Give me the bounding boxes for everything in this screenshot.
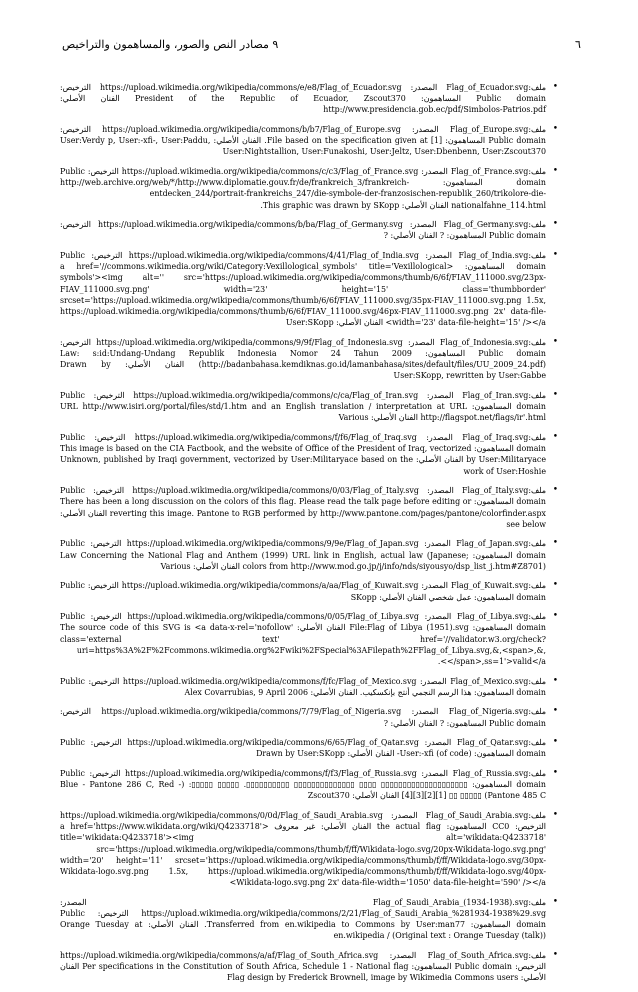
bullet-icon: • [552,390,558,401]
bullet-icon: • [552,675,558,686]
bullet-icon: • [552,336,558,347]
list-item [60,768,558,802]
list-item [60,250,558,328]
entry-text: ملف:Flag_of_Italy.svg المصدر: https://upload.wikimedia.org/wikipedia/commons/0/03/Flag_of_Italy.svg الترخيص: Public domain المساهمون: There has been a long discussion on the colors of this flag. Please read the talk page before editing or reverting this image. Pantone to RGB performed by http://www.pantone.com/pages/pantone/colorfinder.aspx الفنان الأصلي: see below [60,486,546,529]
page-number: ٦ [575,38,581,51]
bullet-icon: • [552,166,558,176]
list-item [60,485,558,530]
list-item [60,675,558,698]
bullet-icon: • [552,580,558,591]
list-item [60,390,558,424]
entry-text: ملف:Flag_of_Russia.svg المصدر: https://upload.wikimedia.org/wikipedia/commons/f/f3/Flag_of_Russia.svg الترخيص: Public domain المساهمون: ▯▯▯▯▯▯▯▯▯▯▯▯▯▯▯▯▯▯▯▯ ▯▯▯▯ ▯▯▯▯▯▯▯▯▯▯▯▯▯▯ ▯▯▯▯▯▯▯▯▯▯. ▯▯▯▯▯ ▯▯▯▯▯: (Blue - Pantone 286 C, Red - Pantone 485 C) ▯▯▯▯▯ ▯▯ [1][2][3][4] الفنان الأصلي: Zscout370 [60,769,546,801]
list-item [60,611,558,667]
entry-text: ملف:Flag_of_France.svg المصدر: https://upload.wikimedia.org/wikipedia/commons/c/c3/Flag_of_France.svg الترخيص: Public domain المساهمون: http://web.archive.org/web/*/http://www.diplomatie.gouv.fr/de/frankreich_3/frankreich-entdecken_244/portrait-frankreichs_247/die-symbole-der-franzosischen-republik_260/trikolore-die-nationalfahne_114.html الفنان الأصلي: This graphic was drawn by SKopp. [60,167,546,210]
bullet-icon: • [552,810,558,821]
entry-text: ملف:Flag_of_Saudi_Arabia.svg المصدر: https://upload.wikimedia.org/wikipedia/commons/0/0d/Flag_of_Saudi_Arabia.svg الترخيص: CC0 المساهمون: the actual flag الفنان الأصلي: غير معروف <a href='https://www.wikidata.org/wiki/Q4233718' title='wikidata:Q4233718'><img alt='wikidata:Q4233718' src='https://upload.wikimedia.org/wikipedia/commons/thumb/f/ff/Wikidata-logo.svg/20px-Wikidata-logo.svg.png' width='20' height='11' srcset='https://upload.wikimedia.org/wikipedia/commons/thumb/f/ff/Wikidata-logo.svg/30px-Wikidata-logo.svg.png 1.5x, https://upload.wikimedia.org/wikipedia/commons/thumb/f/ff/Wikidata-logo.svg/40px-Wikidata-logo.svg.png 2x' data-file-width='1050' data-file-height='590' /></a> [60,811,546,888]
list-item [60,432,558,477]
list-item [60,219,558,241]
entry-text: ملف:Flag_of_South_Africa.svg المصدر: https://upload.wikimedia.org/wikipedia/commons/a/af/Flag_of_South_Africa.svg الترخيص: Public domain المساهمون: Per specifications in the Constitution of South Africa, Schedule 1 - National flag الفنان الأصلي: Flag design by Frederick Brownell, image by Wikimedia Commons users [60,951,546,983]
bullet-icon: • [552,611,558,622]
list-item [60,706,558,728]
list-item [60,950,558,984]
bullet-icon: • [552,485,558,496]
bullet-icon: • [552,768,558,779]
bullet-icon: • [552,538,558,549]
entry-text: ملف:Flag_of_Saudi_Arabia_(1934-1938).svg المصدر: https://upload.wikimedia.org/wikipedia/commons/2/21/Flag_of_Saudi_Arabia_%281934-1938%29.svg الترخيص: Public domain المساهمون: Transferred from en.wikipedia to Commons by User:man77. الفنان الأصلي: Orange Tuesday at en.wikipedia / (Original text : Orange Tuesday (talk)) [60,897,546,941]
entry-text: ملف:Flag_of_Kuwait.svg المصدر: https://upload.wikimedia.org/wikipedia/commons/a/aa/Flag_of_Kuwait.svg الترخيص: Public domain المساهمون: عمل شخصي الفنان الأصلي: SKopp [60,581,546,602]
list-item [60,538,558,572]
entry-text: ملف:Flag_of_Europe.svg المصدر: https://upload.wikimedia.org/wikipedia/commons/b/b7/Flag_of_Europe.svg الترخيص: Public domain المساهمون: File based on the specification given at [1]. الفنان الأصلي: User:Verdy p, User:-xfi-, User:Paddu, User:Nightstallion, User:Funakoshi, User:Jeltz, User:Dbenbenn, User:Zscout370 [60,125,547,157]
bullet-icon: • [552,706,558,717]
bullet-icon: • [552,219,558,230]
list-item [60,737,558,759]
entry-text: ملف:Flag_of_Libya.svg المصدر: https://upload.wikimedia.org/wikipedia/commons/0/05/Flag_of_Libya.svg الترخيص: Public domain المساهمون: File:Flag of Libya (1951).svg الفنان الأصلي: The source code of this SVG is <a data-x-rel='nofollow' class='external text' href='//validator.w3.org/check?uri=https%3A%2F%2Fcommons.wikimedia.org%2Fwiki%2FSpecial%3AFilepath%2FFlag_of_Libya.svg,&,<span>,&,</span>,ss=1'>valid</a>. [60,612,546,667]
entry-text: ملف:Flag_of_Qatar.svg المصدر: https://upload.wikimedia.org/wikipedia/commons/6/65/Flag_of_Qatar.svg الترخيص: Public domain المساهمون: (of code) User:-xfi- الفنان الأصلي: Drawn by User:SKopp [60,738,546,759]
entry-text: ملف:Flag_of_Mexico.svg المصدر: https://upload.wikimedia.org/wikipedia/commons/f/fc/Flag_of_Mexico.svg الترخيص: Public domain المساهمون: هذا الرسم النجمي أنتج بإنكسكيب. الفنان الأصلي: Alex Covarrubias, 9 April 2006 [60,676,546,697]
entry-text: ملف:Flag_of_India.svg المصدر: https://upload.wikimedia.org/wikipedia/commons/4/41/Flag_of_India.svg الترخيص: Public domain المساهمون: <a href='//commons.wikimedia.org/wiki/Category:Vexillological_symbols' title='Vexillological symbols'><img alt='' src='https://upload.wikimedia.org/wikipedia/commons/thumb/6/6f/FIAV_111000.svg/23px-FIAV_111000.svg.png' width='23' height='15' class='thumbborder' srcset='https://upload.wikimedia.org/wikipedia/commons/thumb/6/6f/FIAV_111000.svg/35px-FIAV_111000.svg.png 1.5x, https://upload.wikimedia.org/wikipedia/commons/thumb/6/6f/FIAV_111000.svg/46px-FIAV_111000.svg.png 2x' data-file-width='23' data-file-height='15' /></a> الفنان الأصلي: User:SKopp [60,251,546,328]
list-item [60,82,558,116]
list-item [60,896,558,942]
bullet-icon: • [552,896,558,907]
bullet-icon: • [552,737,558,748]
entry-text: ملف:Flag_of_Iran.svg المصدر: https://upload.wikimedia.org/wikipedia/commons/c/ca/Flag_of_Iran.svg الترخيص: Public domain المساهمون: URL http://www.isiri.org/portal/files/std/1.htm and an English translation / interpretation at URL http://flagspot.net/flags/ir'.html الفنان الأصلي: Various [60,391,547,423]
list-item [60,580,558,602]
entry-text: ملف:Flag_of_Iraq.svg المصدر: https://upload.wikimedia.org/wikipedia/commons/f/f6/Flag_of_Iraq.svg الترخيص: Public domain المساهمون: This image is based on the CIA Factbook, and the website of Office of the President of Iraq, vectorized by User:Militaryace الفنان الأصلي: Unknown, published by Iraqi government, vectorized by User:Militaryace based on the work of User:Hoshie [60,433,547,476]
list-item [60,166,558,211]
list-item [60,810,558,888]
entry-text: ملف:Flag_of_Ecuador.svg المصدر: https://upload.wikimedia.org/wikipedia/commons/e/e8/Flag_of_Ecuador.svg الترخيص: Public domain المساهمون: President of the Republic of Ecuador, Zscout370 الفنان الأصلي: http://www.presidencia.gob.ec/pdf/Simbolos-Patrios.pdf [60,83,546,115]
bullet-icon: • [552,250,558,260]
bullet-icon: • [552,432,558,443]
entry-text: ملف:Flag_of_Germany.svg المصدر: https://upload.wikimedia.org/wikipedia/commons/b/ba/Flag_of_Germany.svg الترخيص: Public domain المساهمون: ? الفنان الأصلي: ? [60,220,546,241]
bullet-icon: • [552,82,558,92]
section-title: ٩ مصادر النص والصور، والمساهمون والتراخيص [62,38,279,51]
entry-text: ملف:Flag_of_Japan.svg المصدر: https://upload.wikimedia.org/wikipedia/commons/9/9e/Flag_of_Japan.svg الترخيص: Public domain المساهمون: Law Concerning the National Flag and Anthem (1999) URL link in English, actual law (Japanese; colors from http://www.mod.go.jp/j/info/nds/siyousyo/dsp_list_j.htm#Z8701) الفنان الأصلي: Various [60,539,546,571]
bullet-icon: • [552,124,558,134]
list-item [60,124,558,158]
bullet-icon: • [552,950,558,961]
attribution-list [60,82,558,992]
entry-text: ملف:Flag_of_Nigeria.svg المصدر: https://upload.wikimedia.org/wikipedia/commons/7/79/Flag_of_Nigeria.svg الترخيص: Public domain المساهمون: ? الفنان الأصلي: ? [60,707,546,728]
list-item [60,336,558,382]
entry-text: ملف:Flag_of_Indonesia.svg المصدر: https://upload.wikimedia.org/wikipedia/commons/9/9f/Flag_of_Indonesia.svg الترخيص: Public domain المساهمون: Law: s:id:Undang-Undang Republik Indonesia Nomor 24 Tahun 2009 (http://badanbahasa.kemdiknas.go.id/lamanbahasa/sites/default/files/UU_2009_24.pdf) الفنان الأصلي: Drawn by User:SKopp, rewritten by User:Gabbe [60,337,547,381]
